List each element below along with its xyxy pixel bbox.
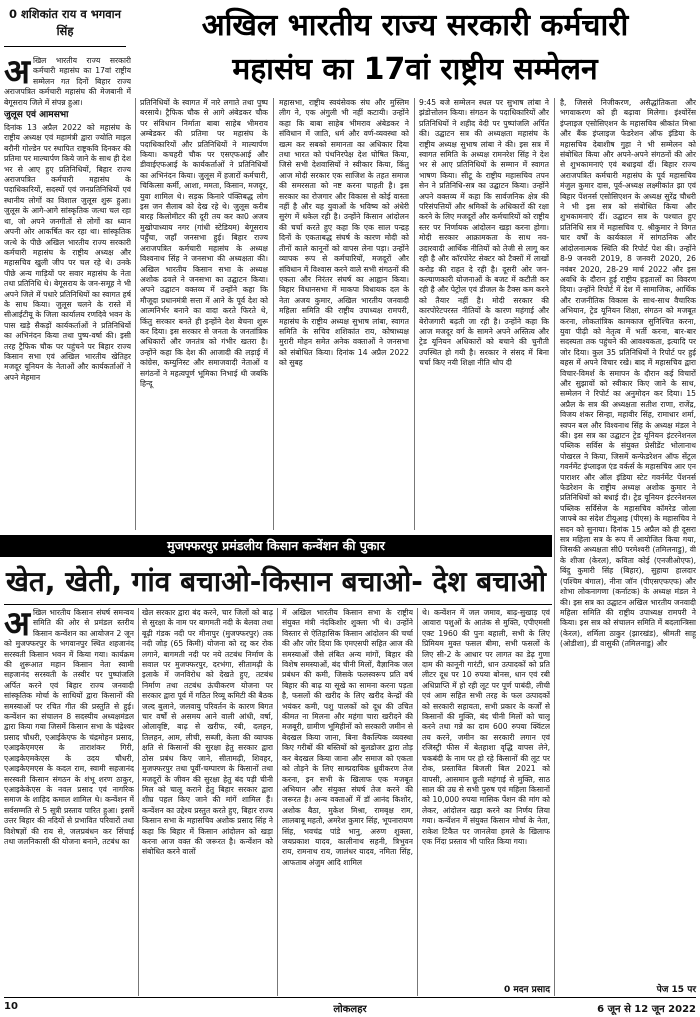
headline-line-2: महासंघ का 17वां राष्ट्रीय सम्मेलन [232, 52, 598, 87]
column-divider [554, 98, 555, 996]
article1-col3-text: महासभा, राष्ट्रीय स्वयंसेवक संघ और मुस्लिम लीग ने, एक अंगुली भी नहीं कटायी। उन्होंने कहा कि बाबा साहेब भीमराव अंबेडकर ने संविधान में जाति, धर्म और वर्ण-व्यवस्था को खत्म कर सबको समानता का अधिकार दिया तथा भारत को पंथनिरपेक्ष देश घोषित किया, जिसे सभी देशवासियों ने स्वीकार किया, किंतु आज मोदी सरकार एक साजिश के तहत समाज की समरसता को नष्ट करना चाहती है। इस सरकार का रोजगार और विकास से कोई वास्ता नहीं है और यह युवाओं के भविष्य को अंधेरी सुरंग में धकेल रही है। उन्होंने किसान आंदोलन की चर्चा करते हुए कहा कि एक साल पन्द्रह दिनों के एकताबद्ध संघर्ष के कारण मोदी को तीनों काले कानूनों को वापस लेना पड़ा। उन्होंने व्यापक रूप से कर्मचारियों, मजदूरों और संविधान में विश्वास करने वाले सभी संगठनों की एकता और निरंतर संघर्ष का आह्वान किया। बिहार विधानसभा में माकपा विधायक दल के नेता अजय कुमार, अखिल भारतीय जनवादी महिला समिति की राष्ट्रीय उपाध्यक्ष रामपरी, महासंघ के राष्ट्रीय अध्यक्ष सुभाष लांबा, स्वागत समिति के सचिव शशिकांत राय, कोषाध्यक्ष मुरारी मोहन समेत अनेक वक्ताओं ने जनसभा को संबोधित किया। दिनांक 14 अप्रैल 2022 को सुबह [279, 98, 409, 368]
section-banner: मुजफ्फरपुर प्रमंडलीय किसान कन्वेंशन की पुकार [0, 535, 552, 557]
article2-column-2 [142, 608, 273, 996]
column-divider [277, 608, 278, 996]
article2-col2-text: खेल सरकार द्वारा बंद करने, चार जिलों को बाढ़ से सुरक्षा के नाम पर बागमती नदी के बेलवा तथा बूढ़ी गंडक नदी पर मीनापुर (मुजफ्फरपुर) तक नदी जोड़ (65 किमी) योजना को रद्द कर रोक लगाने, बागमती नदी पर नये तटबंध निर्माण के सवाल पर मुजफ्फरपुर, दरभंगा, सीतामढ़ी के इलाके में जनविरोध को देखते हुए, तटबंध निर्माण तथा तटबंध ऊंचीकरण योजना पर सरकार द्वारा पूर्व में गठित रिव्यू कमिटी की बैठक जल्द बुलाने, जलवायु परिवर्तन के कारण बिगत चार वर्षों से असमय आने वाली आंधी, वर्षा, ओलावृष्टि, बाढ़ से खरीफ, रबी, दलहन, तिलहन, आम, लीची, सब्जी, केला की व्यापक क्षति से किसानों की सुरक्षा हेतु सरकार द्वारा ठोस प्रबंध किए जाने, सीतामढ़ी, शिवहर, मुजफ्फरपुर तथा पूर्वी-चम्पारण के किसानों तथा मजदूरों के जीवन की सुरक्षा हेतु बंद पड़ी चीनी मिल को चालू कराने हेतु बिहार सरकार द्वारा शीघ्र पहल किए जाने की मांगें शामिल हैं। कन्वेंशन का उद्देश्य प्रस्तुत करते हुए, बिहार राज्य किसान सभा के महासचिव अशोक प्रसाद सिंह ने कहा कि बिहार में किसान आंदोलन को खड़ा करना आज वक्त की जरूरत है। कन्वेंशन को संबोधित करने वालों [142, 608, 273, 857]
article1-column-5 [560, 98, 696, 978]
article1-column-2 [140, 98, 268, 530]
page-number: 10 [4, 1001, 18, 1012]
column-divider [138, 608, 139, 996]
column-divider [414, 98, 415, 530]
article2-col1-text: खिल भारतीय किसान संघर्ष समन्वय समिति की ओर से प्रमंडल स्तरीय किसान कन्वेंशन का आयोजन 2 जून को मुजफ्फरपुर के भगवानपुर स्थित शहजानंद सरस्वती किसान भवन में किया गया। कार्यक्रम की शुरूआत महान किसान नेता स्वामी सहजानंद सरस्वती के तस्वीर पर पुष्पांजलि अर्पित करने एवं बिहार राज्य जनवादी सांस्कृतिक मोर्चा के साथियों द्वारा किसानों की समस्याओं पर रचित गीत की प्रस्तुति से हुई। कन्वेंशन का संचालन 8 सदस्यीय अध्यक्षमंडल द्वारा किया गया जिसमें किसान सभा के चंद्रेश्वर प्रसाद चौधरी, एआईकेएफ के चंद्रमोहन प्रसाद, एआइकेएमएस के ताराशंकर गिरी, एआइकेएमकेएस के उदय चौधरी, एआइकेएमएस के कदल राम, स्वामी सहजानंद सरस्वती किसान संगठन के शंभू शरण ठाकुर, एआइकेकेएस के नवल प्रसाद एवं नागरिक समाज के शाहिद कमाल शामिल थे। कन्वेंशन में सर्वसम्मति से 5 सूत्री प्रस्ताव पारित हुआ। इसमें उत्तर बिहार की नदियों से प्रभावित परिवारों तथा विशेषज्ञों की राय से, जलप्रबंधन कर सिंचाई तथा जलनिकासी की योजना बनाने, तटबंध का [4, 608, 134, 846]
column-divider [273, 98, 274, 530]
article1-col1-text: दिनांक 13 अप्रैल 2022 को महासंघ के राष्ट्रीय अध्यक्ष एवं महामंत्री द्वारा ज्योति माइल बरौनी गोल्डेन पर स्थापित राष्ट्रकवि दिनकर की प्रतिमा पर माल्यार्पण किये जाने के साथ ही देश भर से आए हुए प्रतिनिधियों, बिहार राज्य अराजपत्रित कर्मचारी महासंघ के पदाधिकारियों, सदस्यों एवं जनप्रतिनिधियों एवं स्थानीय लोगों का विशाल जुलूस शुरू हुआ। जुलूस के आगे-आगे सांस्कृतिक जत्था चल रहा था, जो अपने जनगीतों से लोगों का ध्यान अपनी ओर आकर्षित कर रहा था। सांस्कृतिक जत्थे के पीछे अखिल भारतीय राज्य सरकारी कर्मचारी महासंघ के राष्ट्रीय अध्यक्ष और महासचिव खुली जीप पर चल रहे थे। उनके पीछे अन्य गाड़ियों पर सवार महासंघ के नेता तथा प्रतिनिधि थे। बेगूसराय के जन-समूह ने भी अपने जिले में पधारे प्रतिनिधियों का स्वागत हर्ष के साथ किया। जुलूस चलने के रास्ते में सीआईटीयू के जिला कार्यालय रणदिवे भवन के पास खड़े सैकड़ों कार्यकर्ताओं ने प्रतिनिधियों का अभिनंदन किया तथा पुष्प-वर्षा की। इसी तरह ट्रैफिक चौक पर पहुंचने पर बिहार राज्य किसान सभा एवं अखिल भारतीय खेतिहर मजदूर यूनियन के नेताओं और कार्यकर्ताओं ने अपने मेहमान [4, 123, 131, 382]
publication-name: लोकलहर [333, 1004, 367, 1015]
article1-column-3 [279, 98, 409, 530]
footer-rule [4, 997, 696, 998]
headline-line-1: अखिल भारतीय राज्य सरकारी कर्मचारी [201, 8, 629, 43]
article1-column-1 [4, 56, 131, 530]
article2-headline: खेत, खेती, गांव बचाओ-किसान बचाओ- देश बचाओ [6, 565, 546, 598]
article1-column-4 [419, 98, 549, 530]
article2-column-1 [4, 608, 134, 996]
headline-rule [4, 604, 552, 605]
article2-col4-text: थे। कन्वेंशन में जल जमाव, बाढ़-सुखाड़ एवं आवारा पशुओं के आतंक से मुक्ति, एपीएमसी एक्ट 1960 की पुनः बहाली, सभी के लिए प्रिमियम मुक्त फसल बीमा, सभी फसलों के लिए सी-2 के आधार पर लागत का डेढ़ गुणा दाम की कानूनी गारंटी, धान उत्पादकों को प्रति लीटर दूध पर 10 रुपया बोनस, धान एवं रबी अधिप्राप्ति में हो रही लूट पर पूर्ण पाबंदी, लीची एवं आम सहित सभी तरह के फल उत्पादकों को सरकारी सहायता, सभी प्रकार के कर्जों से किसानों की मुक्ति, बंद चीनी मिलों को चालू करने तथा गन्ने का दाम 600 रुपया क्विंटल तय करने, जमीन का सरकारी लगान एवं रजिस्ट्री फीस में बेतहाशा वृद्धि वापस लेने, चकबंदी के नाम पर हो रहे किसानों की लूट पर रोक, प्रस्तावित बिजली बिल 2021 को वापसी, आसमान छूती महंगाई से मुक्ति, साठ साल की उम्र से सभी पुरुष एवं महिला किसानों को 10,000 रुपया मासिक पेंशन की मांग को लेकर, आंदोलन खड़ा करने का निर्णय लिया गया। कन्वेंशन में संयुक्त किसान मोर्चा के नेता, राकेश टिकैत पर जानलेवा हमले के खिलाफ एक निंदा प्रस्ताव भी पारित किया गया। [422, 608, 550, 846]
article1-col2-text: प्रतिनिधियों के स्वागत में नारे लगाते तथा पुष्प बरसाये। ट्रैफिक चौक से आगे अंबेडकर चौक पर संविधान निर्माता बाबा साहेब भीमराव अम्बेडकर की प्रतिमा पर महासंघ के पदाधिकारियों और प्रतिनिधियों ने माल्यार्पण किया। कचहरी चौक पर एसएफआई और डीवाईएफआई के कार्यकर्ताओं ने प्रतिनिधियों का अभिनंदन किया। जुलूस में हजारों कर्मचारी, चिकित्सा कर्मी, आशा, ममता, किसान, मजदूर, युवा शामिल थे। सड़क किनारे पंक्तिबद्ध लोग इस जन सैलाब को देख रहे थे। जुलूस करीब बारह किलोमीटर की दूरी तय कर का0 अजय मुखोपाध्याय नगर (गांधी स्टेडियम) बेगूसराय पहुँचा, जहाँ जनसभा हुई। बिहार राज्य अराजपत्रित कर्मचारी महासंघ के अध्यक्ष विश्वनाथ सिंह ने जनसभा की अध्यक्षता की। अखिल भारतीय किसान सभा के अध्यक्ष अशोक ढवले ने जनसभा का उद्घाटन किया। अपने उद्घाटन वक्तव्य में उन्होंने कहा कि मौजूदा प्रधानमंत्री सत्ता में आने के पूर्व देश को आत्मनिर्भर बनाने का वादा करते फिरते थे, किंतु सरकार बनते ही इन्होंने देश बेचना शुरू कर दिया। इस सरकार से जनता के जनतांत्रिक अधिकारों और जनतंत्र को गंभीर खतरा है। उन्होंने कहा कि देश की आजादी की लड़ाई में कांग्रेस, कम्युनिस्ट और समाजवादी नेताओं व सगंठनों ने महत्वपूर्ण भूमिका निभाई थी जबकि हिन्दू [140, 98, 268, 388]
byline-rule [4, 46, 126, 47]
article2-column-4 [422, 608, 550, 980]
byline: 0 शशिकांत राय व भगवान सिंह [8, 7, 122, 38]
continued-note: पेज 15 पर [656, 985, 696, 995]
drop-cap: अ [4, 56, 30, 92]
drop-cap: अ [4, 608, 30, 644]
subheading: जुलूस एवं आमसभा [4, 110, 69, 121]
article1-col4-text: 9:45 बजे सम्मेलन स्थल पर सुभाष लांबा ने झंडोत्तोलन किया। संगठन के पदाधिकारियों और प्रतिनिधियों ने शहीद वेदी पर पुष्पांजलि अर्पित की। उद्घाटन सत्र की अध्यक्षता महासंघ के राष्ट्रीय अध्यक्ष सुभाष लांबा ने की। इस सत्र में स्वागत समिति के अध्यक्ष रामनरेश सिंह ने देश भर से आए प्रतिनिधियों के सम्मान में स्वागत भाषण किया। सीटू के राष्ट्रीय महासचिव तपन सेन ने प्रतिनिधि-सत्र का उद्घाटन किया। उन्होंने अपने वक्तव्य में कहा कि सार्वजनिक क्षेत्र की परिसंपत्तियों और श्रमिकों के अधिकारों की रक्षा करने के लिए मजदूरों और कर्मचारियों को राष्ट्रीय स्तर पर निर्णायक आंदोलन खड़ा करना होगा। मोदी सरकार आक्रामकता के साथ नव-उदारवादी आर्थिक नीतियों को तेजी से लागू कर रही है और कॉरपोरेट सेक्टर को टैक्सों में लाखों करोड़ की राहत दे रही है। दूसरी ओर जन-कल्याणकारी योजनाओं के बजट में कटौती कर रही है और पेट्रोल एवं डीजल के टैक्स कम करने को तैयार नहीं है। मोदी सरकार की कारपोरेटपरस्त नीतियों के कारण महंगाई और बेरोजगारी बढ़ती जा रही है। उन्होंने कहा कि आज मजदूर वर्ग के सामने अपने अस्तित्व और ट्रेड यूनियन अधिकारों को बचाने की चुनौती उपस्थित हो गयी है। सरकार ने संसद में बिना चर्चा किए नयी शिक्षा नीति थोप दी [419, 98, 549, 368]
article2-col3-text: में अखिल भारतीय किसान सभा के राष्ट्रीय संयुक्त मंत्री नंदकिशोर शुक्ला भी थे। उन्होंने विस्तार से ऐतिहासिक किसान आंदोलन की चर्चा की और जोर दिया कि एमएसपी सहित आज की समस्याओं जैसे लंबित अन्य मांगों, बिहार की विशेष समस्याओं, बंद चीनी मिलों, वैज्ञानिक जल प्रबंधन की कमी, जिसके फलस्वरूप प्रति वर्ष बिहार की बाढ़ या सूखे का सामना करना पड़ता है, फसलों की खरीद के लिए खरीद केन्द्रों की भयंकर कमी, पशु पालकों को दूध की उचित कीमत ना मिलना और महंगा चारा खरीदने की मजबूरी, ग्रामीण भूमिहीनों को सरकारी जमीन से बेदखल किया जाना, बिना वैकल्पिक व्यवस्था किए गरीबों की बस्तियों को बुलडोजर द्वारा तोड़ कर बेदखल किया जाना और समाज को एकता को तोड़ने के लिए साम्प्रदायिक ध्रुवीकरण तेज करना, इन सभी के खिलाफ एक मजबूत अभियान और संयुक्त संघर्ष तेज करने की जरूरत है। अन्य वक्ताओं में डॉ आनंद किशोर, अशोक बैठा, मुकेश मिश्रा, रामबृक्ष राम, लालबाबू महतो, अमरेश कुमार सिंह, भूपनारायण सिंह, भवचंद्र पांडे भानु, अरुण शुक्ला, जयप्रकाश यादव, कालीनाथ सहनी, त्रिभुवन राय, रामनाथ राय, जालंधर यादव, नमिता सिंह, आफताब अंजुम आदि शामिल [282, 608, 413, 867]
article1-intro: खिल भारतीय राज्य सरकारी कर्मचारी महासंघ का 17वां राष्ट्रीय सम्मेलन गत दिनों बिहार राज्य अराजपत्रित कर्मचारी महासंघ की मेजबानी में बेगूसराय जिले में संपन्न हुआ। [4, 56, 131, 107]
column-divider [417, 608, 418, 996]
article1-col5-text: है, जिससे निजीकरण, असैद्धांतिकता और भगवाकरण को ही बढ़ावा मिलेगा। इंश्योरेंस इंप्लाइज एसोसिएशन के महासचिव श्रीकांत मिश्रा और बैंक इंप्लाइज फेडरेशन ऑफ इंडिया के महासचिव देबाशीष गुहा ने भी सम्मेलन को संबोधित किया और अपने-अपने संगठनों की ओर से शुभकामनाएं एवं बधाइयां दीं। बिहार राज्य अराजपत्रित कर्मचारी महासंघ के पूर्व महासचिव मंजुल कुमार दास, पूर्व-अध्यक्ष लक्ष्मीकांत झा एवं बिहार पेंशनर्स एसोसिएशन के अध्यक्ष सुरेंद्र चौधरी ने भी इस सत्र को संबोधित किया और शुभकामनाएं दीं। उद्घाटन सत्र के पश्चात हुए प्रतिनिधि सत्र में महासचिव ए. श्रीकुमार ने विगत चार वर्षों के कार्यकाल में सांगठनिक और आंदोलनात्मक स्थिति की रिपोर्ट पेश की। उन्होंने 8-9 जनवरी 2019, 8 जनवरी 2020, 26 नवंबर 2020, 28-29 मार्च 2022 और इस अवधि के दौरान हुई राष्ट्रीय हड़तालों का विवरण दिया। उन्होंने रिपोर्ट में देश में सामाजिक, आर्थिक और राजनीतिक विकास के साथ-साथ वैचारिक अभियान, ट्रेड यूनियन शिक्षा, संगठन को मजबूत करना, लोकतांत्रिक कामकाज सुनिश्चित करना, युवा पीढ़ी को नेतृत्व में भर्ती करना, बार-बार सदस्यता तक पहुंचने की आवश्यकता, इत्यादि पर जोर दिया। कुल 35 प्रतिनिधियों ने रिपोर्ट पर हुई बहस में अपने विचार रखे। बाद में महासचिव द्वारा विचार-विमर्श के समापन के दौरान कई विचारों और सुझावों को स्वीकार किए जाने के साथ, सम्मेलन ने रिपोर्ट का अनुमोदन कर दिया। 15 अप्रैल के सत्र की अध्यक्षता सतीश राणा, राजेंद्र, विजय शंकर सिन्हा, महावीर सिंह, रामाधार शर्मा, स्वपन बल और विश्वनाथ सिंह के अध्यक्ष मंडल ने की। इस सत्र का उद्घाटन ट्रेड यूनियन इंटरनेशनल पब्लिक सर्विस के संयुक्त प्रेसीडेंट भोलानाथ पोखरल ने किया, जिसमें कन्फेडरेशन ऑफ सेंट्रल गवर्नमेंट इंप्लाइज एंड वर्कर्स के महासचिव आर एन पाराशर और ऑल इंडिया स्टेट गवर्नमेंट पेंशनर्स फेडरेशन के राष्ट्रीय अध्यक्ष अशोक कुमार ने प्रतिनिधियों को बधाई दी। ट्रेड यूनियन इंटरनेशनल पब्लिक सर्विसेज के महासचिव कॉमरेड जोला जाफ्बे का संदेश टीयूआइ (पीएस) के महासचिव ने सदन को सुनाया। दिनांक 15 अप्रैल को ही दूसरा सत्र महिला सत्र के रूप में आयोजित किया गया, जिसकी अध्यक्षता सी0 परमेश्वरी (तमिलनाडु), वी के शीजा (केरल), कविता कोई (एनजीओएफ), बिंदु कुमारी सिंह (बिहार), सुहाया हालदार (पश्चिम बंगाल), नीना जॉन (पीएसएफएफ) और शोभा लोकनागणा (कर्नाटक) के अध्यक्ष मंडल ने की। इस सत्र का उद्घाटन अखिल भारतीय जनवादी महिला समिति की राष्ट्रीय उपाध्यक्ष रामपरी ने किया। इस सत्र को संचालन समिति में बदलान्त्रिसा (केरल), शर्मिला ठाकुर (झारखंड), श्रीमती साहू (ओडीशा), डी वासुकी (तमिलनाडु) और [560, 98, 696, 649]
column-divider [135, 98, 136, 530]
article2-credit: 0 मदन प्रसाद [503, 985, 550, 995]
issue-date: 6 जून से 12 जून 2022 [597, 1004, 696, 1015]
article2-column-3 [282, 608, 413, 996]
